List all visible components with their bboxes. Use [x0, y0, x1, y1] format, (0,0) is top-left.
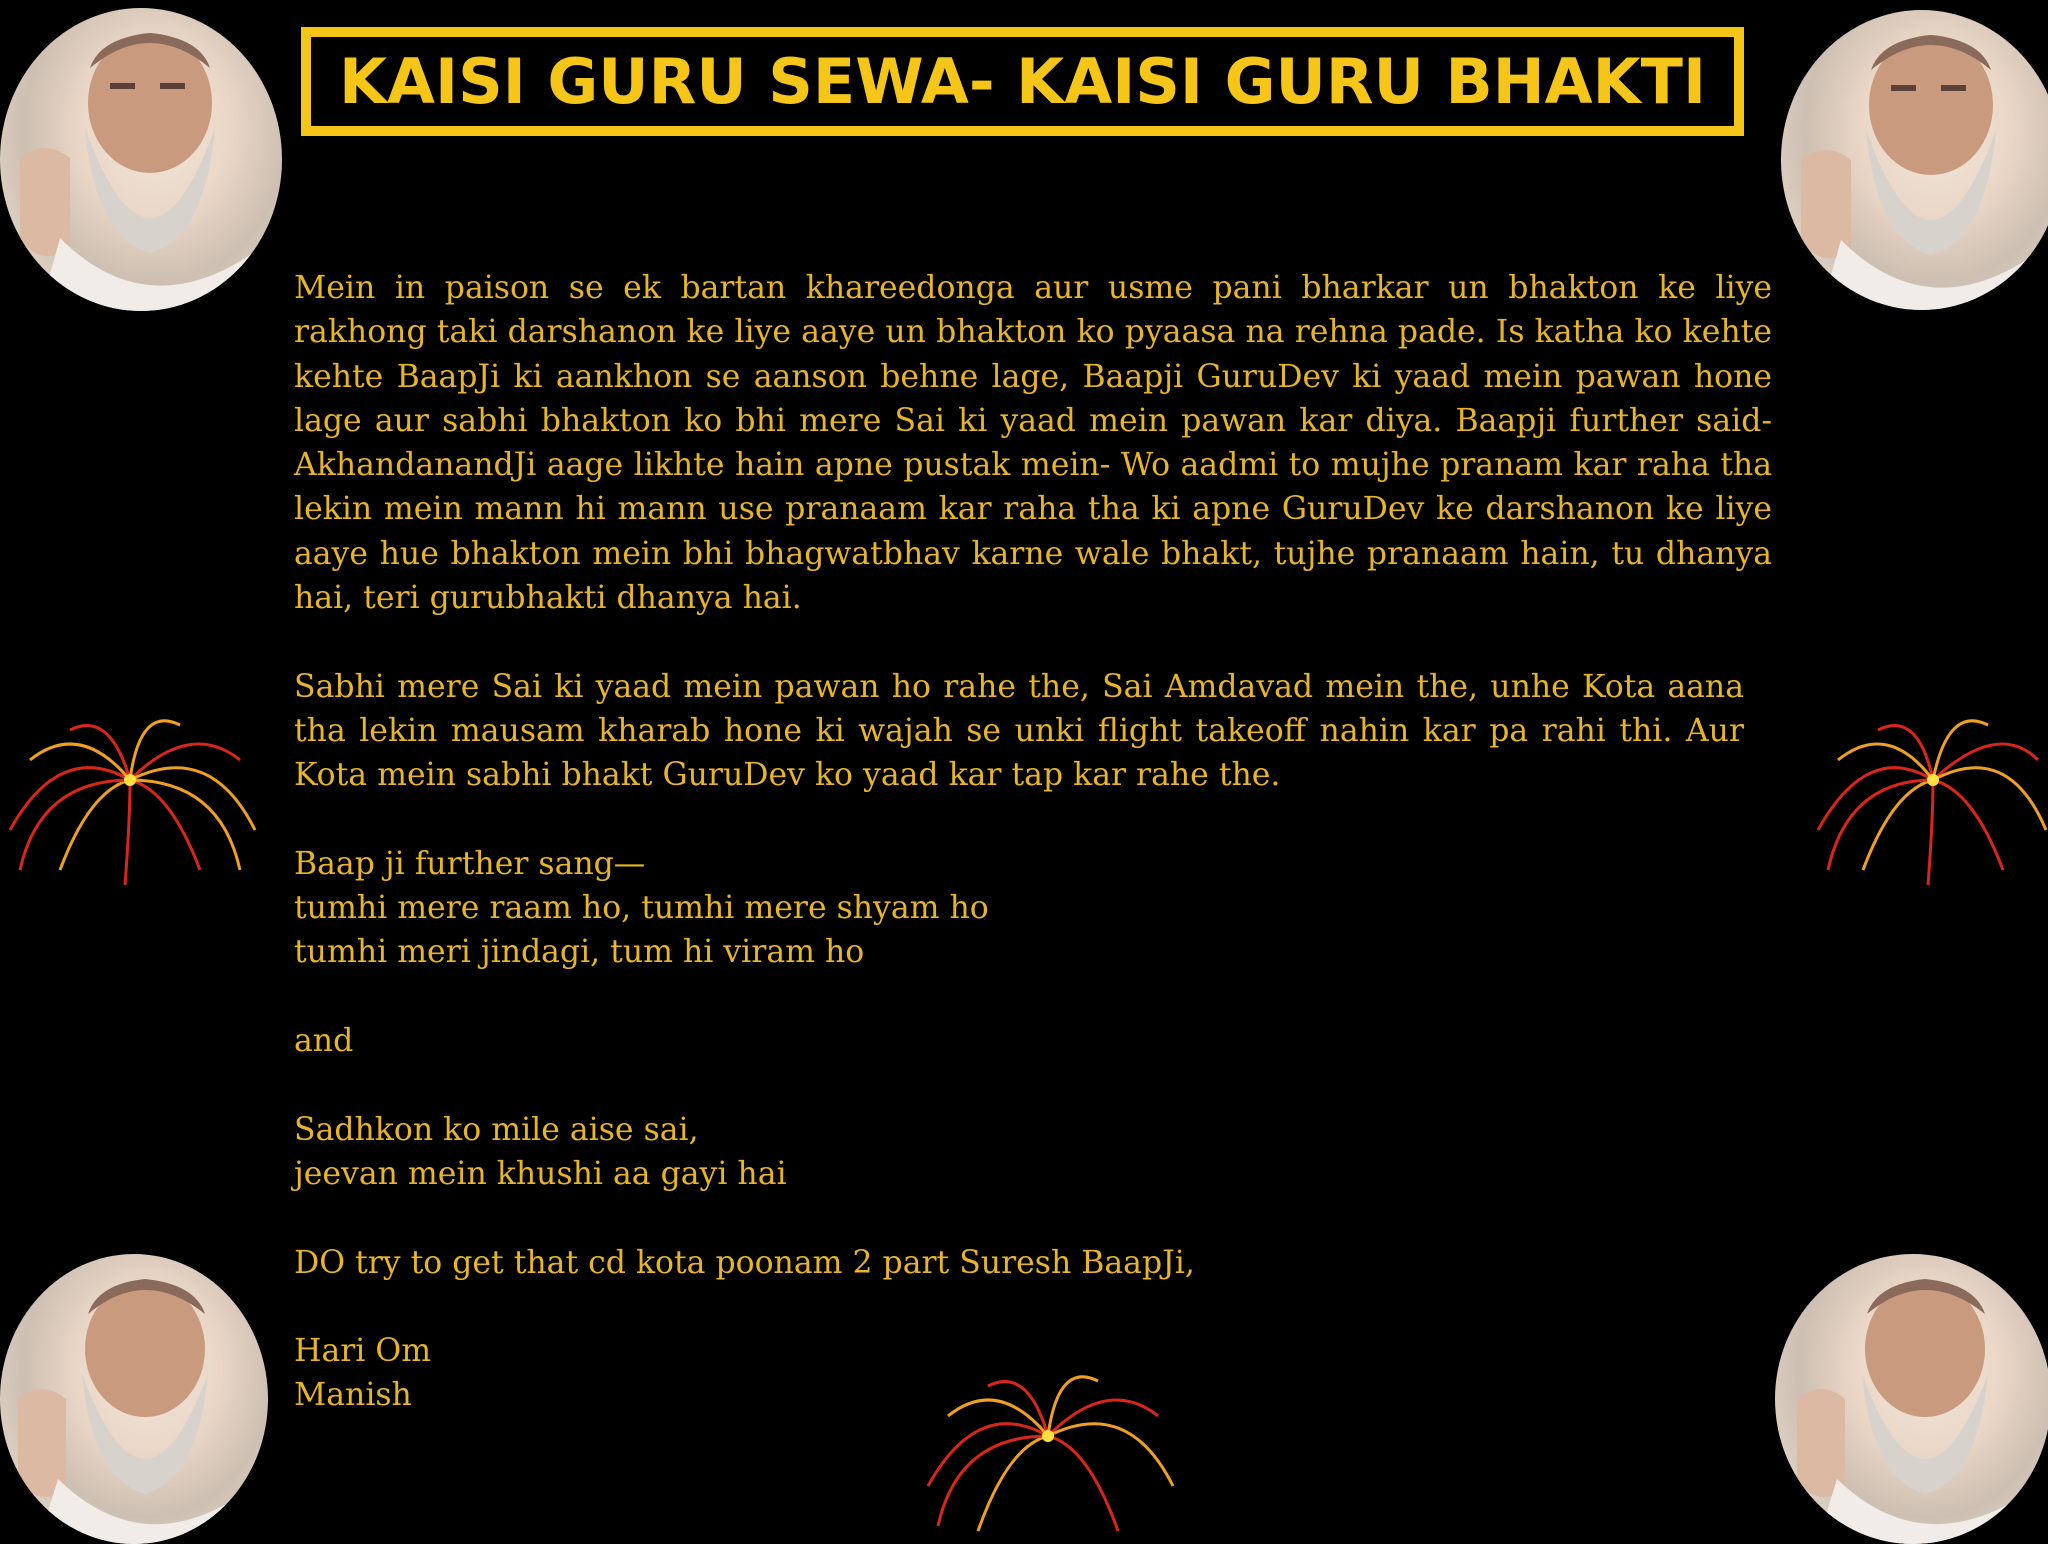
song-line-2: tumhi meri jindagi, tum hi viram ho	[294, 934, 865, 971]
page-title: KAISI GURU SEWA- KAISI GURU BHAKTI	[338, 45, 1707, 118]
cd-note: DO try to get that cd kota poonam 2 part Suresh BaapJi,	[294, 1244, 1195, 1281]
firework-left	[0, 700, 262, 890]
portrait-bottom-left	[0, 1254, 268, 1544]
signature-name: Manish	[294, 1377, 412, 1414]
portrait-top-left	[0, 8, 282, 311]
song-line-1: tumhi mere raam ho, tumhi mere shyam ho	[294, 890, 989, 927]
verse-line-2: jeevan mein khushi aa gayi hai	[294, 1155, 787, 1192]
paragraph-2: Sabhi mere Sai ki yaad mein pawan ho rahe the, Sai Amdavad mein the, unhe Kota aana tha lekin mausam kharab hone ki wajah se unki flight takeoff nahin kar pa rahi thi. Aur Kota mein sabhi bhakt GuruDev ko yaad kar tap kar rahe the.	[294, 668, 1744, 794]
closing-greeting: Hari Om	[294, 1333, 432, 1370]
title-banner	[301, 27, 1744, 136]
and-text: and	[294, 1023, 354, 1060]
song-intro: Baap ji further sang—	[294, 845, 646, 882]
paragraph-1: Mein in paison se ek bartan khareedonga aur usme pani bharkar un bhakton ke liye rakhong taki darshanon ke liye aaye un bhakton ko pyaasa na rehna pade. Is katha ko kehte kehte BaapJi ki aankhon se aanson behne lage, Baapji GuruDev ki yaad mein pawan hone lage aur sabhi bhakton ko bhi mere Sai ki yaad mein pawan kar diya. Baapji further said-AkhandanandJi aage likhte hain apne pustak mein- Wo aadmi to mujhe pranam kar raha tha lekin mein mann hi mann use pranaam kar raha tha ki apne GuruDev ke darshanon ke liye aaye hue bhakton mein bhi bhagwatbhav karne wale bhakt, tujhe pranaam hain, tu dhanya hai, teri gurubhakti dhanya hai.	[294, 270, 1772, 617]
firework-right	[1808, 700, 2048, 890]
portrait-bottom-right	[1775, 1254, 2048, 1544]
body-text	[294, 266, 1772, 1418]
verse-line-1: Sadhkon ko mile aise sai,	[294, 1111, 699, 1148]
portrait-top-right	[1781, 10, 2048, 310]
